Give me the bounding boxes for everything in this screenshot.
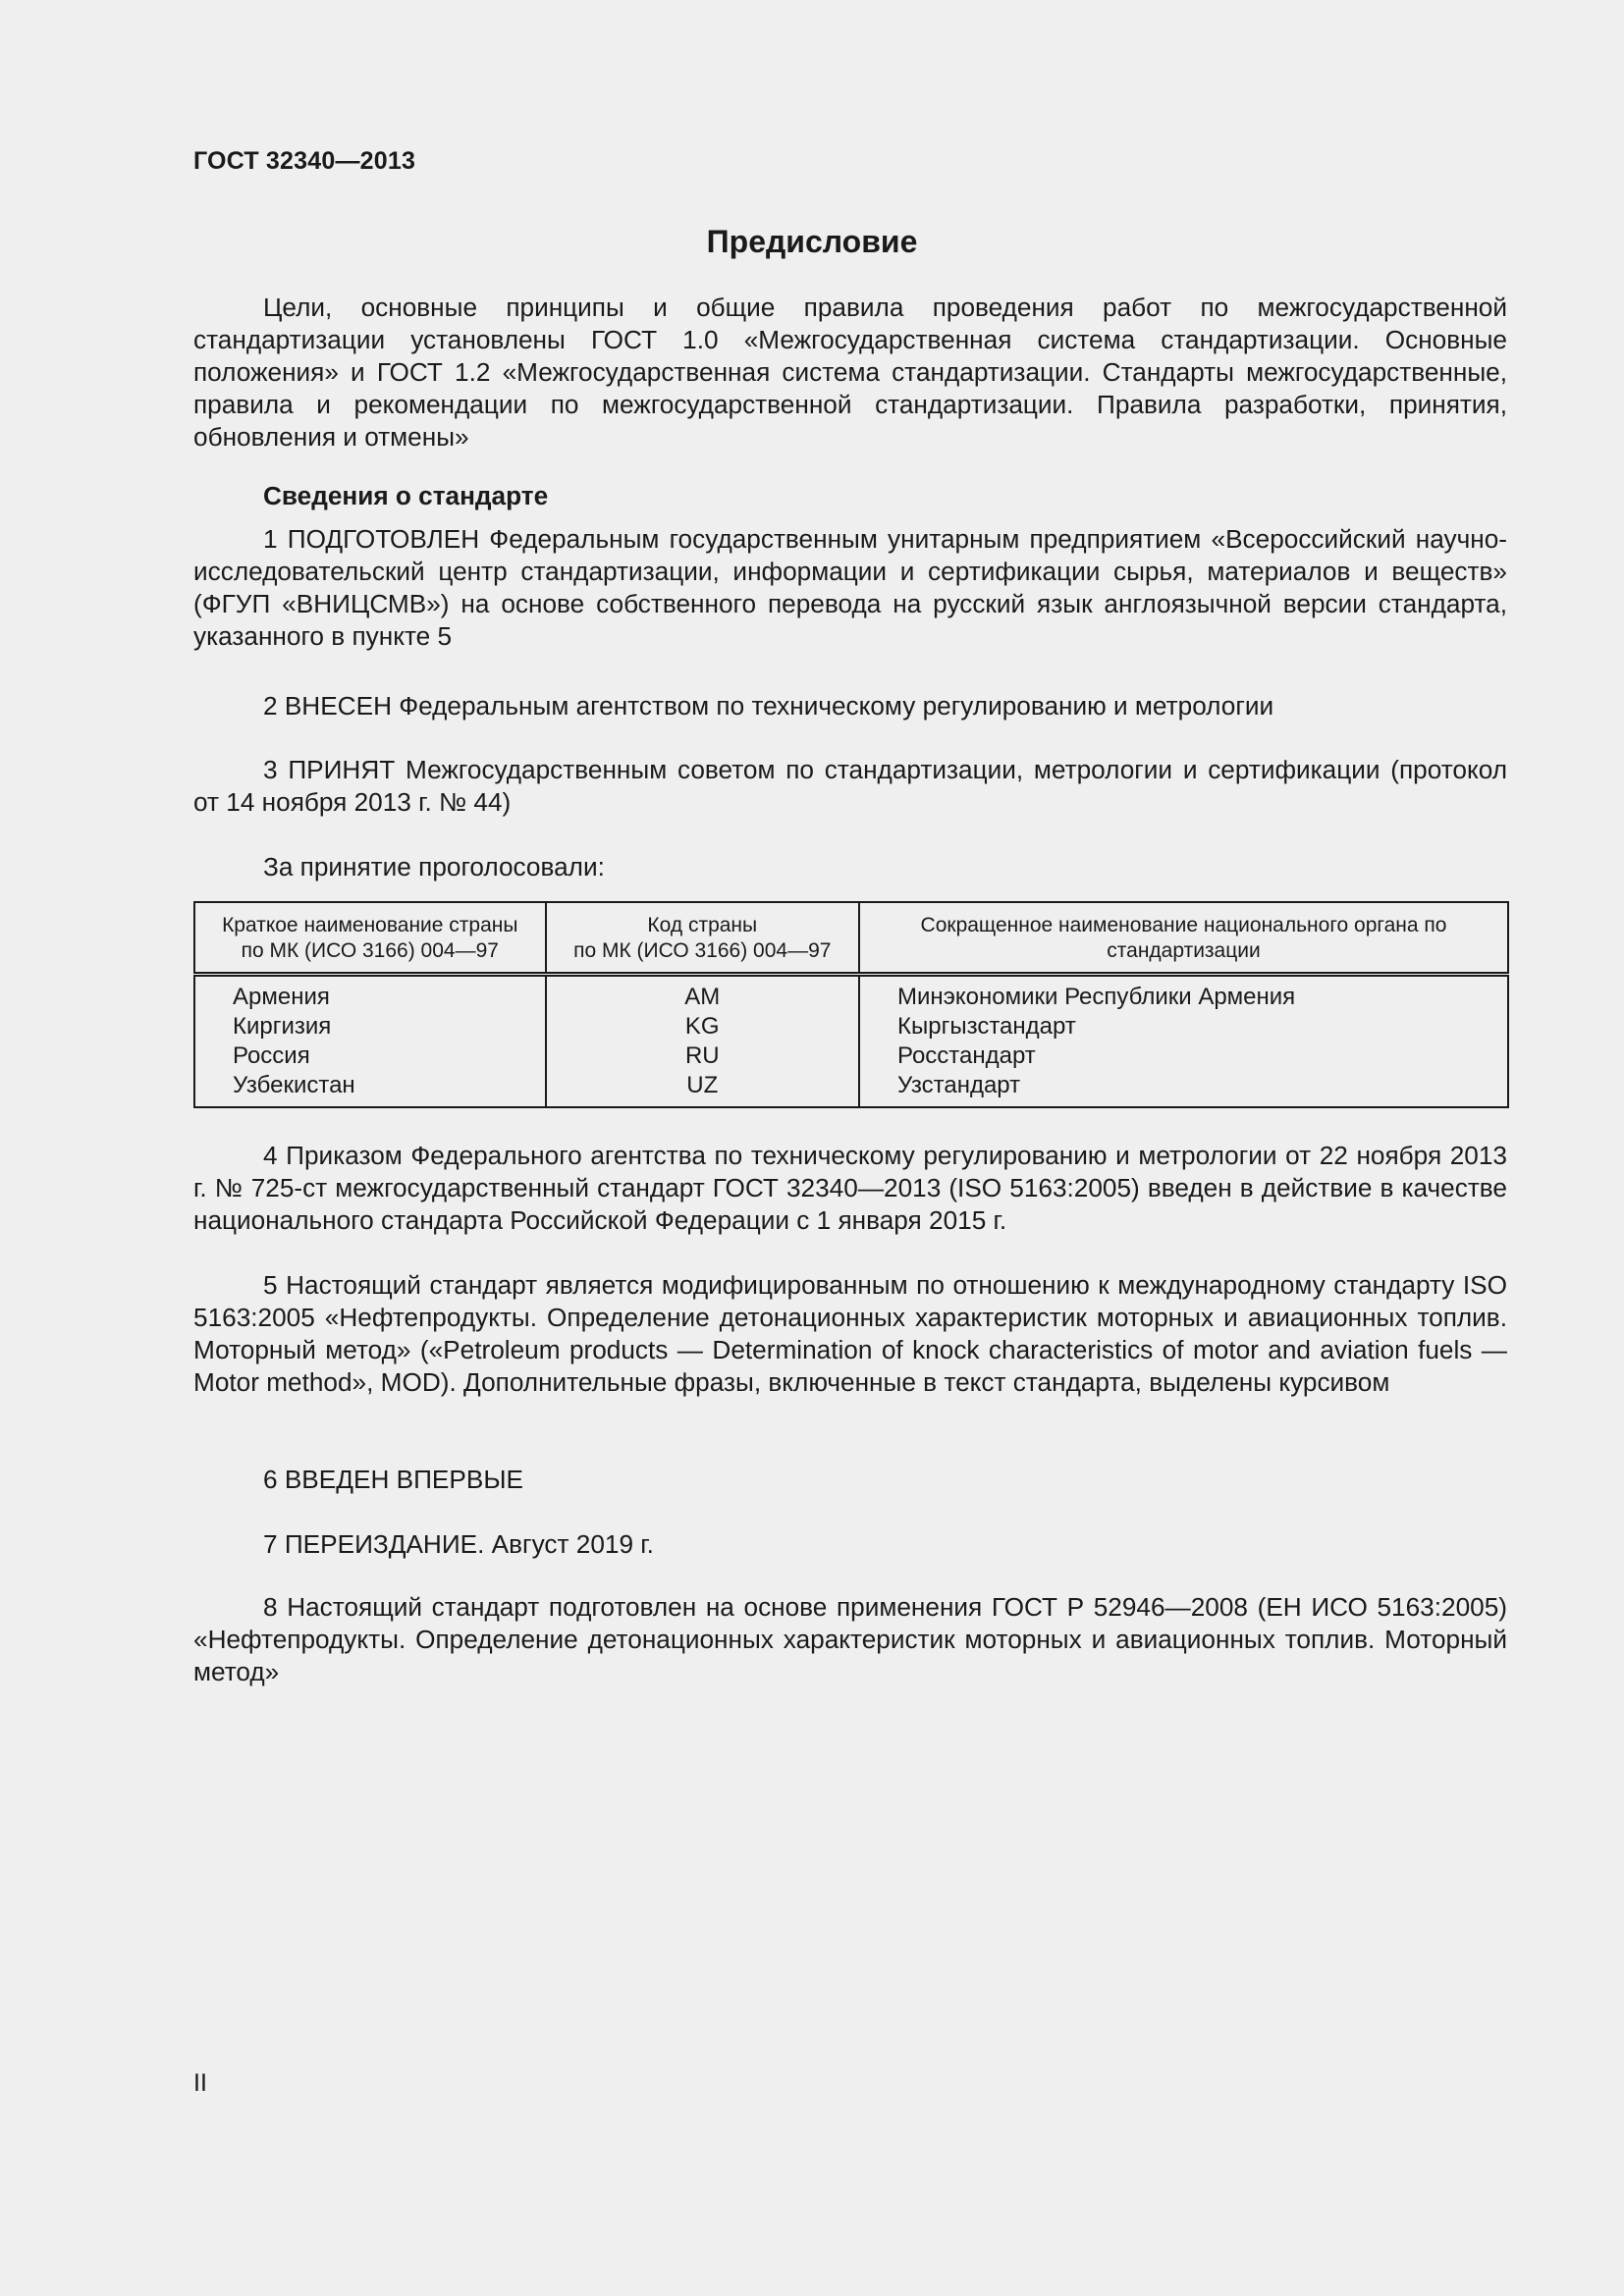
body-cell: Минэкономики Республики Армения [859,975,1508,1013]
item-4-paragraph: 4 Приказом Федерального агентства по техническому регулированию и метрологии от 22 ноября 2013 г. № 725-ст межгосударственный стандарт ГОСТ 32340—2013 (ISO 5163:2005) введен в действие в качестве национального стандарта Российской Федерации с 1 января 2015 г. [193,1141,1507,1235]
item-7-paragraph: 7 ПЕРЕИЗДАНИЕ. Август 2019 г. [263,1529,654,1559]
country-cell: Узбекистан [194,1071,546,1107]
body-cell: Росстандарт [859,1041,1508,1071]
voted-caption: За принятие проголосовали: [263,852,605,881]
code-cell: AM [546,975,859,1013]
country-cell: Киргизия [194,1012,546,1041]
document-header-id: ГОСТ 32340—2013 [193,147,416,175]
section-subheading: Сведения о стандарте [263,481,549,510]
column-header-body: Сокращенное наименование национального органа по стандартизации [859,902,1508,975]
body-cell: Кыргызстандарт [859,1012,1508,1041]
country-cell: Армения [194,975,546,1013]
table-row [194,1041,1508,1071]
column-header-code: Код страны по МК (ИСО 3166) 004—97 [546,902,859,975]
page-title: Предисловие [706,224,918,259]
code-cell: KG [546,1012,859,1041]
item-5-paragraph: 5 Настоящий стандарт является модифицированным по отношению к международному стандарту ISO 5163:2005 «Нефтепродукты. Определение детонационных характеристик моторных и авиационных топлив. Моторный метод» («Petroleum products — Determination of knock characteristics of motor and aviation fuels — Motor method», MOD). Дополнительные фразы, включенные в текст стандарта, выделены курсивом [193,1270,1507,1397]
table-row [194,975,1508,1013]
item-8-paragraph: 8 Настоящий стандарт подготовлен на основе применения ГОСТ Р 52946—2008 (ЕН ИСО 5163:2005) «Нефтепродукты. Определение детонационных характеристик моторных и авиационных топлив. Моторный метод» [193,1592,1507,1686]
code-cell: RU [546,1041,859,1071]
intro-paragraph: Цели, основные принципы и общие правила проведения работ по межгосударственной стандартизации установлены ГОСТ 1.0 «Межгосударственная система стандартизации. Основные положения» и ГОСТ 1.2 «Межгосударственная система стандартизации. Стандарты межгосударственные, правила и рекомендации по межгосударственной стандартизации. Правила разработки, принятия, обновления и отмены» [193,293,1507,452]
item-6-paragraph: 6 ВВЕДЕН ВПЕРВЫЕ [263,1465,523,1494]
column-header-country: Краткое наименование страны по МК (ИСО 3166) 004—97 [194,902,546,975]
voting-table [193,901,1509,1108]
country-cell: Россия [194,1041,546,1071]
table-row [194,1071,1508,1107]
body-cell: Узстандарт [859,1071,1508,1107]
table-header-row [194,902,1508,975]
item-2-paragraph: 2 ВНЕСЕН Федеральным агентством по техническому регулированию и метрологии [263,691,1274,721]
page-number: II [193,2069,207,2097]
table-row [194,1012,1508,1041]
item-1-paragraph: 1 ПОДГОТОВЛЕН Федеральным государственным унитарным предприятием «Всероссийский научно-исследовательский центр стандартизации, информации и сертификации сырья, материалов и веществ» (ФГУП «ВНИЦСМВ») на основе собственного перевода на русский язык англоязычной версии стандарта, указанного в пункте 5 [193,524,1507,651]
code-cell: UZ [546,1071,859,1107]
item-3-paragraph: 3 ПРИНЯТ Межгосударственным советом по стандартизации, метрологии и сертификации (протокол от 14 ноября 2013 г. № 44) [193,755,1507,817]
